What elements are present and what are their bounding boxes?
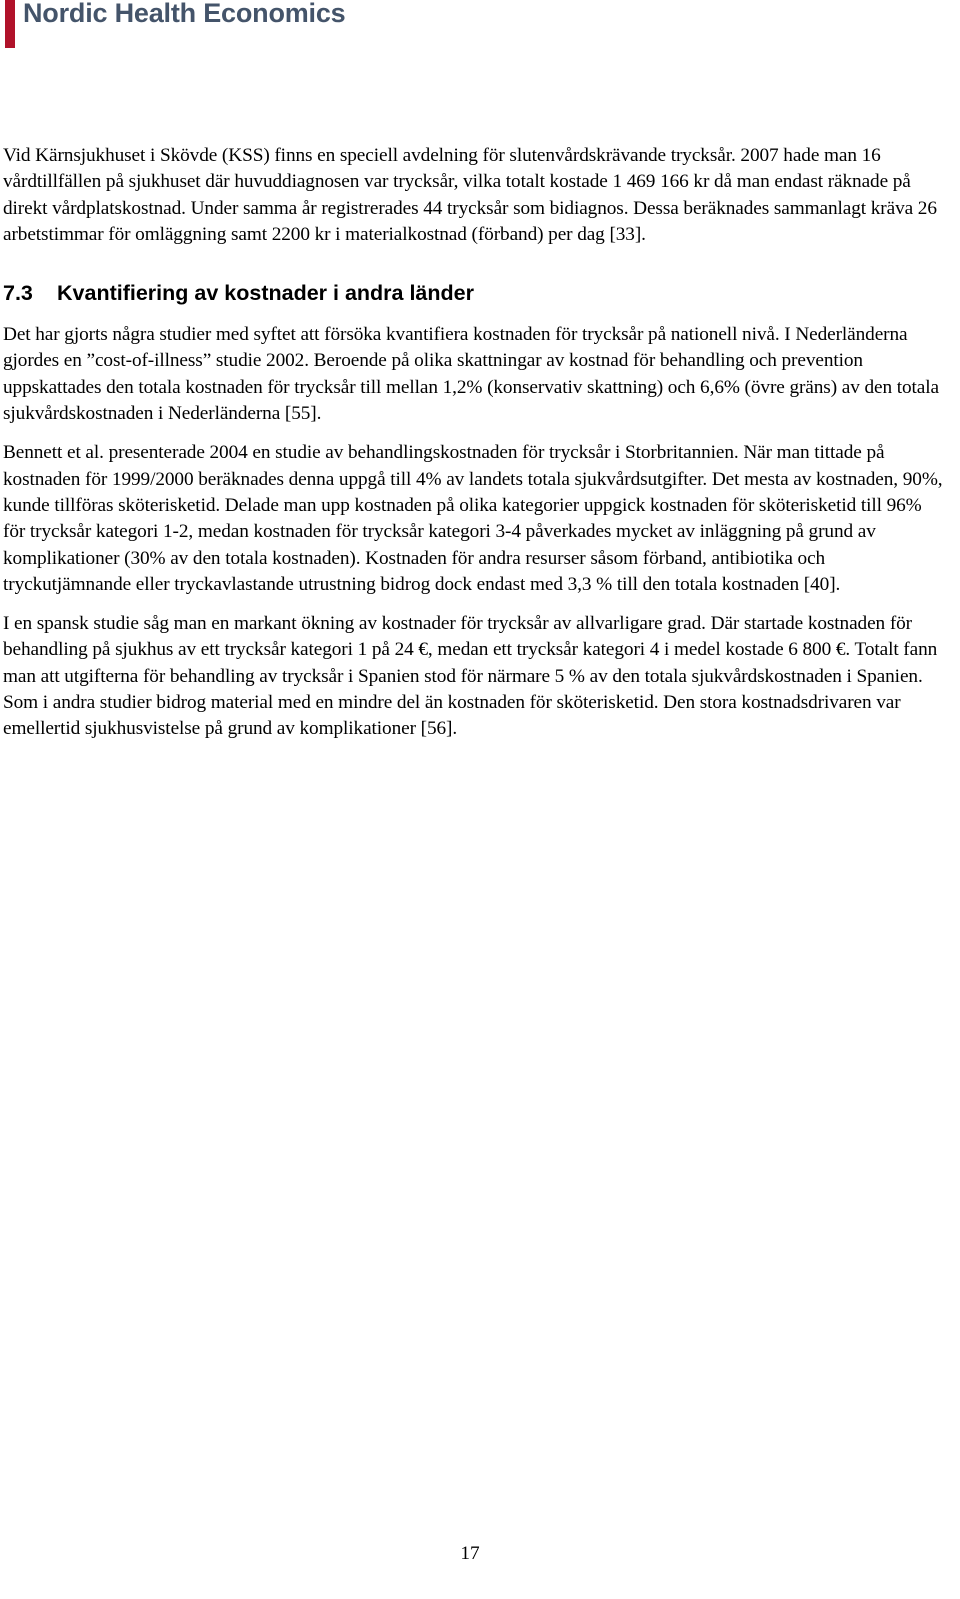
header-accent-bar <box>5 0 15 48</box>
paragraph-2: Bennett et al. presenterade 2004 en studie av behandlingskostnaden för trycksår i Storbritannien. När man tittade på kostnaden för 1999/2000 beräknades denna uppgå till 4% av landets totala sjukvårdsutgifter. Det mesta av kostnaden, 90%, kunde tillföras sköterisketid. Delade man upp kostnaden på olika kategorier uppgick kostnaden för sköterisketid till 96% för trycksår kategori 1-2, medan kostnaden för trycksår kategori 3-4 påverkades mycket av inläggning på grund av komplikationer (30% av den totala kostnaden). Kostnaden för andra resurser såsom förband, antibiotika och tryckutjämnande eller tryckavlastande utrustning bidrog dock endast med 3,3 % till den totala kostnaden [40]. <box>3 442 943 595</box>
section-number: 7.3 <box>3 281 33 306</box>
paragraph-1: Det har gjorts några studier med syftet att försöka kvantifiera kostnaden för trycksår på nationell nivå. I Nederländerna gjordes en ”cost-of-illness” studie 2002. Beroende på olika skattningar av kostnad för behandling och prevention uppskattades den totala kostnaden för trycksår till mellan 1,2% (konservativ skattning) och 6,6% (övre gräns) av den totala sjukvårdskostnaden i Nederländerna [55]. <box>3 324 939 425</box>
document-body <box>3 143 948 756</box>
section-title: Kvantifiering av kostnader i andra länder <box>57 281 474 306</box>
paragraph-3: I en spansk studie såg man en markant ökning av kostnader för trycksår av allvarligare grad. Där startade kostnaden för behandling på sjukhus av ett trycksår kategori 1 på 24 €, medan ett trycksår kategori 4 i medel kostade 6 800 €. Totalt fann man att utgifterna för behandling av trycksår i Spanien stod för närmare 5 % av den totala sjukvårdskostnaden i Spanien. Som i andra studier bidrog material med en mindre del än kostnaden för sköterisketid. Den stora kostnadsdrivaren var emellertid sjukhusvistelse på grund av komplikationer [56]. <box>3 613 938 740</box>
section-heading <box>3 280 948 306</box>
page-number: 17 <box>460 1543 480 1564</box>
header-title: Nordic Health Economics <box>23 0 346 28</box>
paragraph-intro: Vid Kärnsjukhuset i Skövde (KSS) finns en speciell avdelning för slutenvårdskrävande trycksår. 2007 hade man 16 vårdtillfällen på sjukhuset där huvuddiagnosen var trycksår, vilka totalt kostade 1 469 166 kr då man endast räknade på direkt vårdplatskostnad. Under samma år registrerades 44 trycksår som bidiagnos. Dessa beräknades sammanlagt kräva 26 arbetstimmar för omläggning samt 2200 kr i materialkostnad (förband) per dag [33]. <box>3 145 937 245</box>
page-header <box>5 0 405 50</box>
